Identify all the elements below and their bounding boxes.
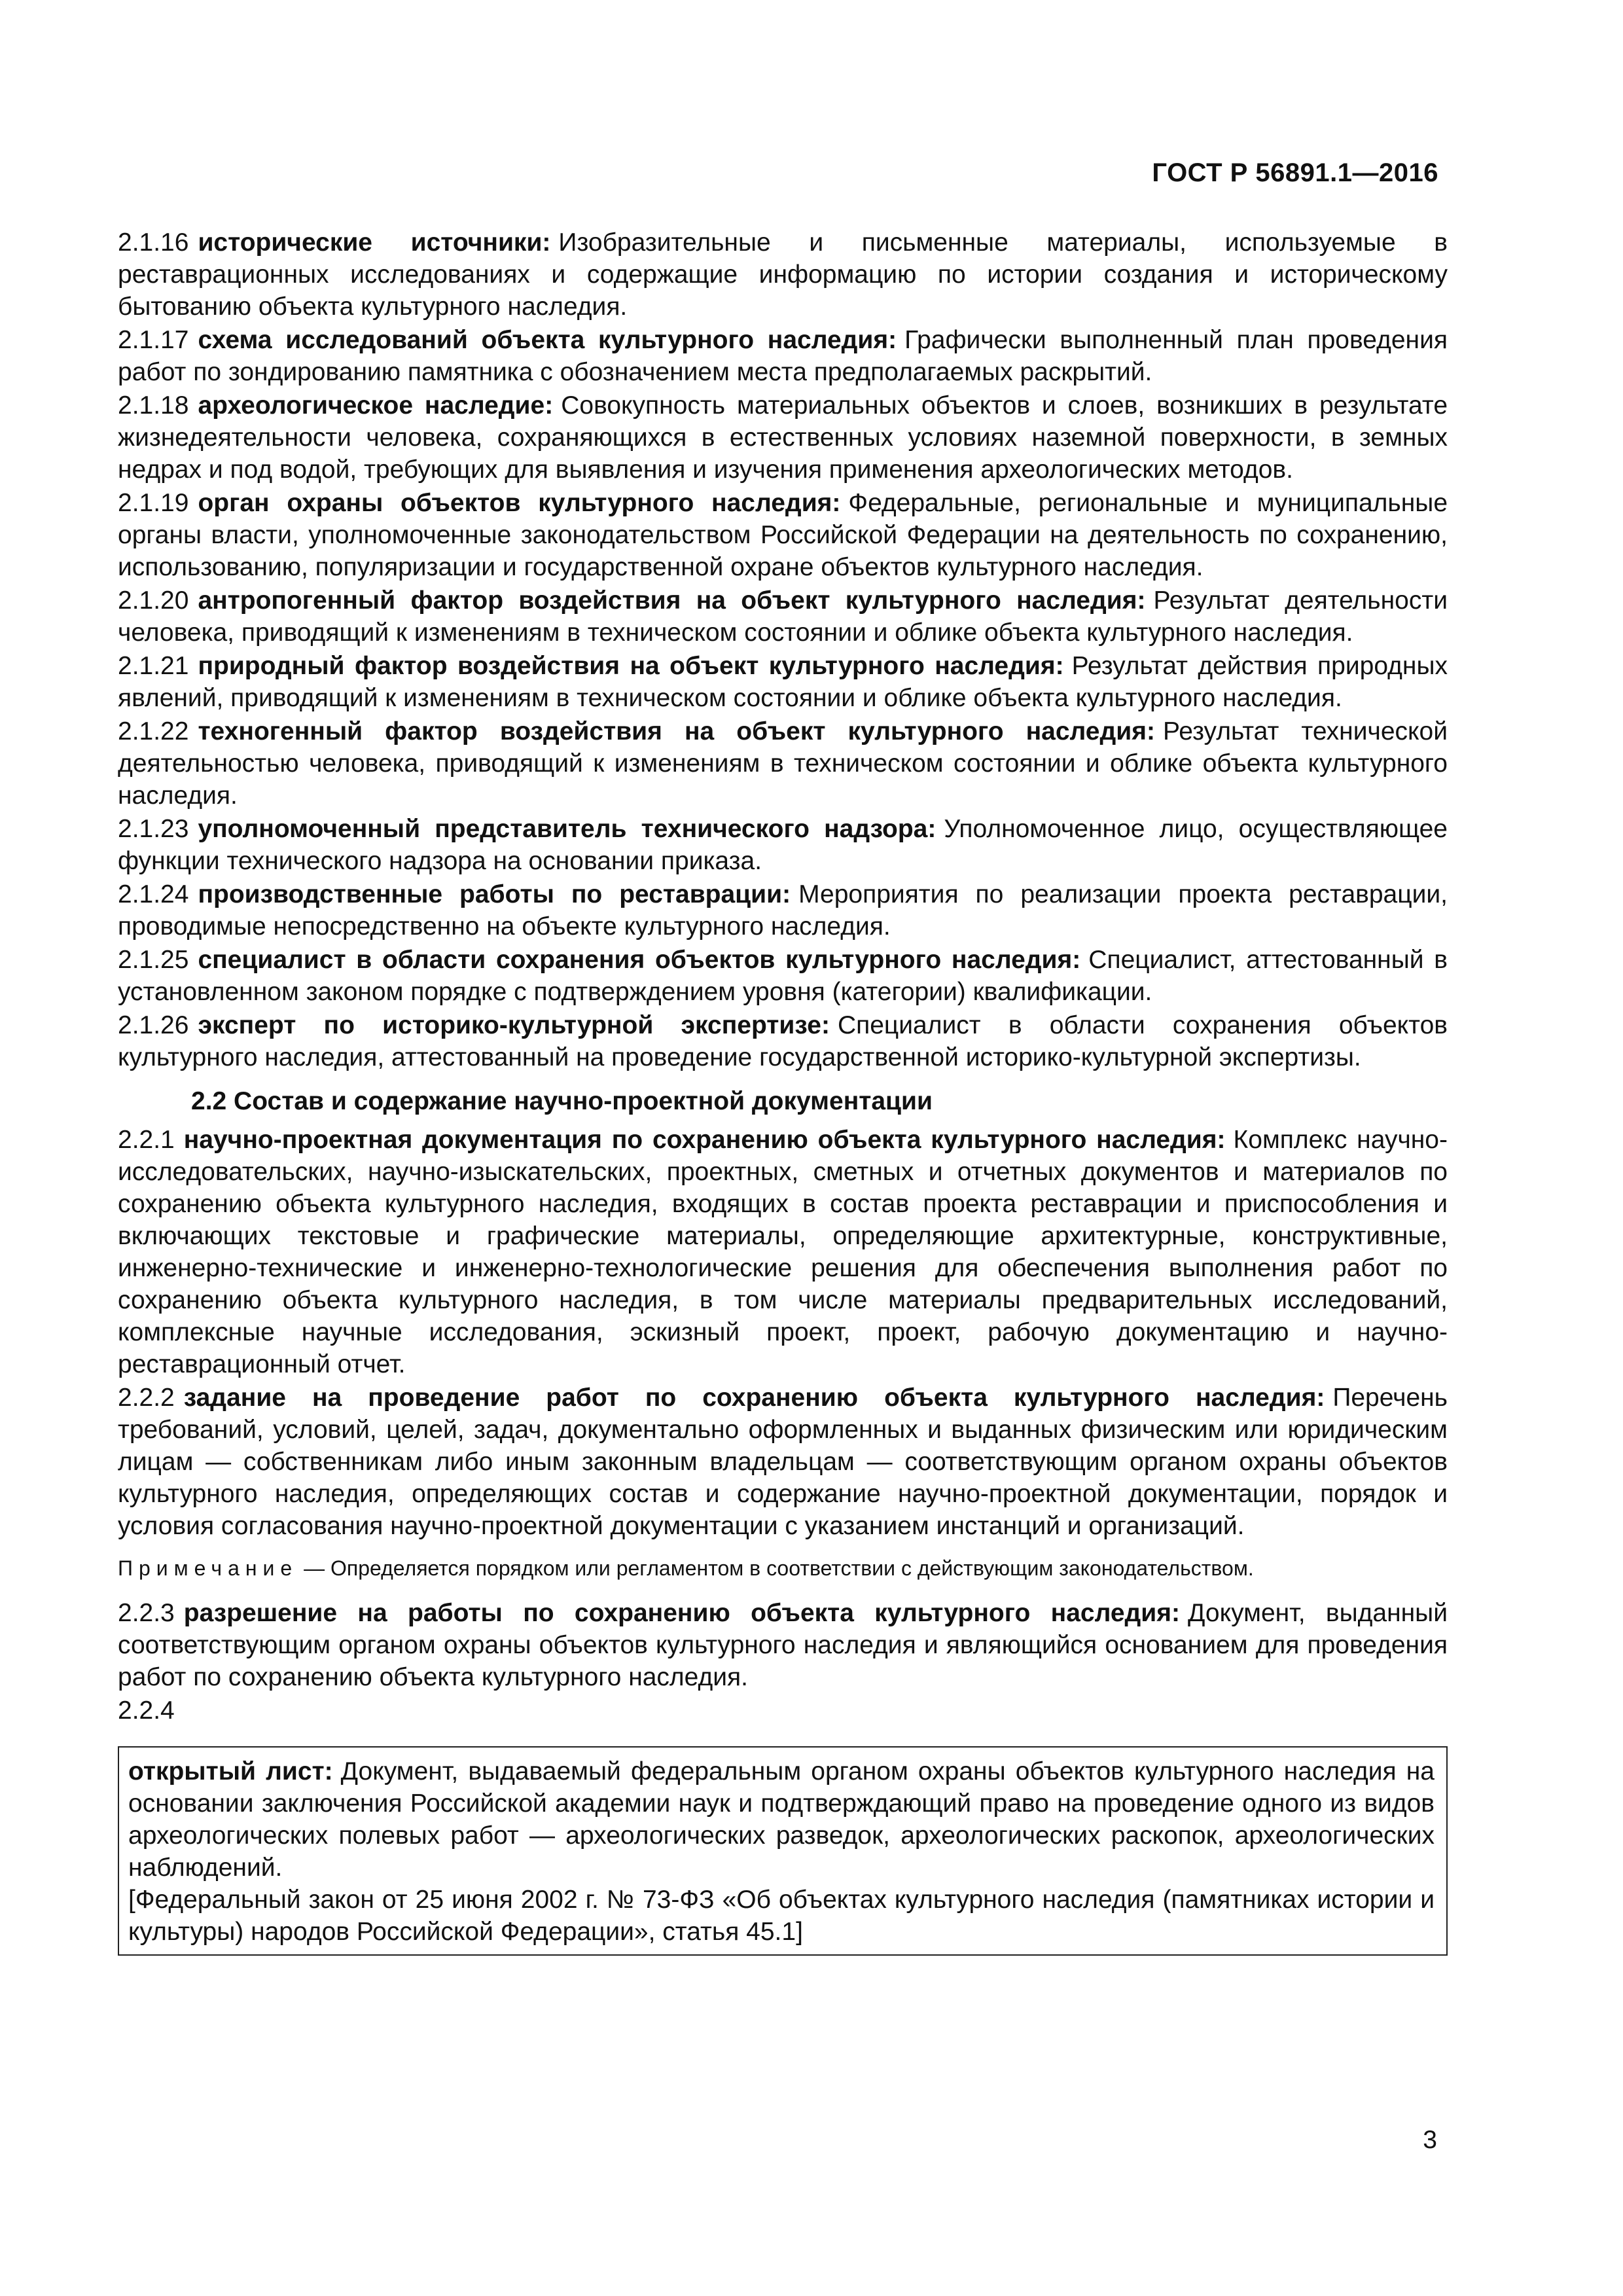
entry-definition: Результат технической деятельностью человека, приводящий к изменениям в техническом состоянии и облике объекта культурного наследия. (118, 717, 1448, 810)
entry-number: 2.1.19 (118, 489, 189, 517)
entry-definition: Результат действия природных явлений, приводящий к изменениям в техническом состоянии и облике объекта культурного наследия. (118, 652, 1448, 712)
entry-term: схема исследований объекта культурного наследия: (198, 326, 897, 354)
entry-definition: Специалист, аттестованный в установленном законом порядке с подтверждением уровня (категории) квалификации. (118, 946, 1448, 1006)
boxed-definition (118, 1746, 1448, 1956)
definition-entry (118, 878, 1448, 942)
entry-number: 2.1.20 (118, 586, 189, 615)
entry-number: 2.2.3 (118, 1599, 175, 1627)
definition-entry (118, 650, 1448, 714)
entry-term: орган охраны объектов культурного наследия: (198, 489, 841, 517)
entry-definition: Комплекс научно-исследовательских, научно-изыскательских, проектных, сметных и отчетных документов и материалов по сохранению объекта культурного наследия, входящих в состав проекта реставрации и приспособления и включающих текстовые и графические материалы, определяющие архитектурные, конструктивные, инженерно-технические и инженерно-технологические решения для обеспечения выполнения работ по сохранению объекта культурного наследия, в том числе материалы предварительных исследований, комплексные научные исследования, эскизный проект, проект, рабочую документацию и научно-реставрационный отчет. (118, 1126, 1448, 1378)
definitions-list-2 (118, 1124, 1448, 1542)
boxed-definition-text (128, 1755, 1435, 1884)
entry-number: 2.1.16 (118, 228, 189, 257)
definition-entry (118, 1124, 1448, 1380)
entry-number-2-2-4: 2.2.4 (118, 1696, 175, 1725)
entry-term: открытый лист: (128, 1757, 333, 1785)
entry-definition: Результат деятельности человека, приводящий к изменениям в техническом состоянии и облике объекта культурного наследия. (118, 586, 1448, 647)
entry-number: 2.1.22 (118, 717, 189, 745)
document-body (118, 226, 1448, 1956)
note (118, 1554, 1448, 1583)
entry-definition: Графически выполненный план проведения работ по зондированию памятника с обозначением места предполагаемых раскрытий. (118, 326, 1448, 386)
definition-entry (118, 487, 1448, 583)
section-heading: 2.2 Состав и содержание научно-проектной документации (191, 1087, 933, 1115)
entry-definition: Документ, выдаваемый федеральным органом охраны объектов культурного наследия на основании заключения Российской академии наук и подтверждающий право на проведение одного из видов археологических полевых работ — археологических разведок, археологических раскопок, археологических наблюдений. (128, 1757, 1435, 1882)
entry-term: разрешение на работы по сохранению объекта культурного наследия: (183, 1599, 1181, 1627)
entry-term: природный фактор воздействия на объект культурного наследия: (198, 652, 1064, 680)
entry-number: 2.1.21 (118, 652, 189, 680)
entry-number: 2.1.24 (118, 880, 189, 908)
entry-definition: Специалист в области сохранения объектов культурного наследия, аттестованный на проведение государственной историко-культурной экспертизы. (118, 1011, 1448, 1071)
definition-entry (118, 226, 1448, 323)
definition-entry (118, 1009, 1448, 1073)
definition-entry (118, 389, 1448, 486)
entry-term: специалист в области сохранения объектов культурного наследия: (198, 946, 1081, 974)
entry-number: 2.1.23 (118, 815, 189, 843)
entry-definition: Уполномоченное лицо, осуществляющее функции технического надзора на основании приказа. (118, 815, 1448, 875)
legal-source: [Федеральный закон от 25 июня 2002 г. № 73-ФЗ «Об объектах культурного наследия (памятниках истории и культуры) народов Российской Федерации», статья 45.1] (128, 1886, 1435, 1946)
entry-term: исторические источники: (198, 228, 551, 257)
entry-definition: Мероприятия по реализации проекта реставрации, проводимые непосредственно на объекте культурного наследия. (118, 880, 1448, 941)
entry-term: научно-проектная документация по сохранению объекта культурного наследия: (183, 1126, 1226, 1154)
entry-number: 2.1.17 (118, 326, 189, 354)
entry-term: производственные работы по реставрации: (198, 880, 791, 908)
entry-number: 2.2.1 (118, 1126, 175, 1154)
note-text: — Определяется порядком или регламентом в соответствии с действующим законодательством. (304, 1556, 1254, 1580)
definitions-list (118, 226, 1448, 1073)
entry-term: археологическое наследие: (198, 391, 554, 420)
definition-entry (118, 715, 1448, 812)
entry-number: 2.2.2 (118, 1384, 175, 1412)
definition-entry (118, 584, 1448, 649)
definition-entry (118, 324, 1448, 388)
entry-term: задание на проведение работ по сохранению объекта культурного наследия: (183, 1384, 1325, 1412)
entry-term: антропогенный фактор воздействия на объект культурного наследия: (198, 586, 1146, 615)
definition-entry (118, 1382, 1448, 1542)
entry-term: уполномоченный представитель технического надзора: (198, 815, 936, 843)
note-label: Примечание (118, 1556, 298, 1580)
entry-number: 2.1.26 (118, 1011, 189, 1039)
definition-entry (118, 944, 1448, 1008)
entry-term: эксперт по историко-культурной экспертизе: (198, 1011, 830, 1039)
standard-code-header: ГОСТ Р 56891.1—2016 (1152, 158, 1438, 187)
entry-definition: Изобразительные и письменные материалы, используемые в реставрационных исследованиях и содержащие информацию по истории создания и историческому бытованию объекта культурного наследия. (118, 228, 1448, 321)
page-number: 3 (1423, 2126, 1437, 2154)
definition-entry-2-2-3 (118, 1597, 1448, 1693)
entry-term: техногенный фактор воздействия на объект культурного наследия: (198, 717, 1155, 745)
entry-definition: Федеральные, региональные и муниципальные органы власти, уполномоченные законодательством Российской Федерации на деятельность по сохранению, использованию, популяризации и государственной охране объектов культурного наследия. (118, 489, 1448, 581)
definition-entry (118, 813, 1448, 877)
entry-definition: Документ, выданный соответствующим органом охраны объектов культурного наследия и являющийся основанием для проведения работ по сохранению объекта культурного наследия. (118, 1599, 1448, 1691)
entry-definition: Совокупность материальных объектов и слоев, возникших в результате жизнедеятельности человека, сохраняющихся в естественных условиях наземной поверхности, в земных недрах и под водой, требующих для выявления и изучения применения археологических методов. (118, 391, 1448, 484)
entry-number: 2.1.25 (118, 946, 189, 974)
entry-number: 2.1.18 (118, 391, 189, 420)
entry-definition: Перечень требований, условий, целей, задач, документально оформленных и выданных физическим или юридическим лицам — собственникам либо иным законным владельцам — соответствующим органом охраны объектов культурного наследия, определяющих состав и содержание научно-проектной документации, порядок и условия согласования научно-проектной документации с указанием инстанций и организаций. (118, 1384, 1448, 1540)
